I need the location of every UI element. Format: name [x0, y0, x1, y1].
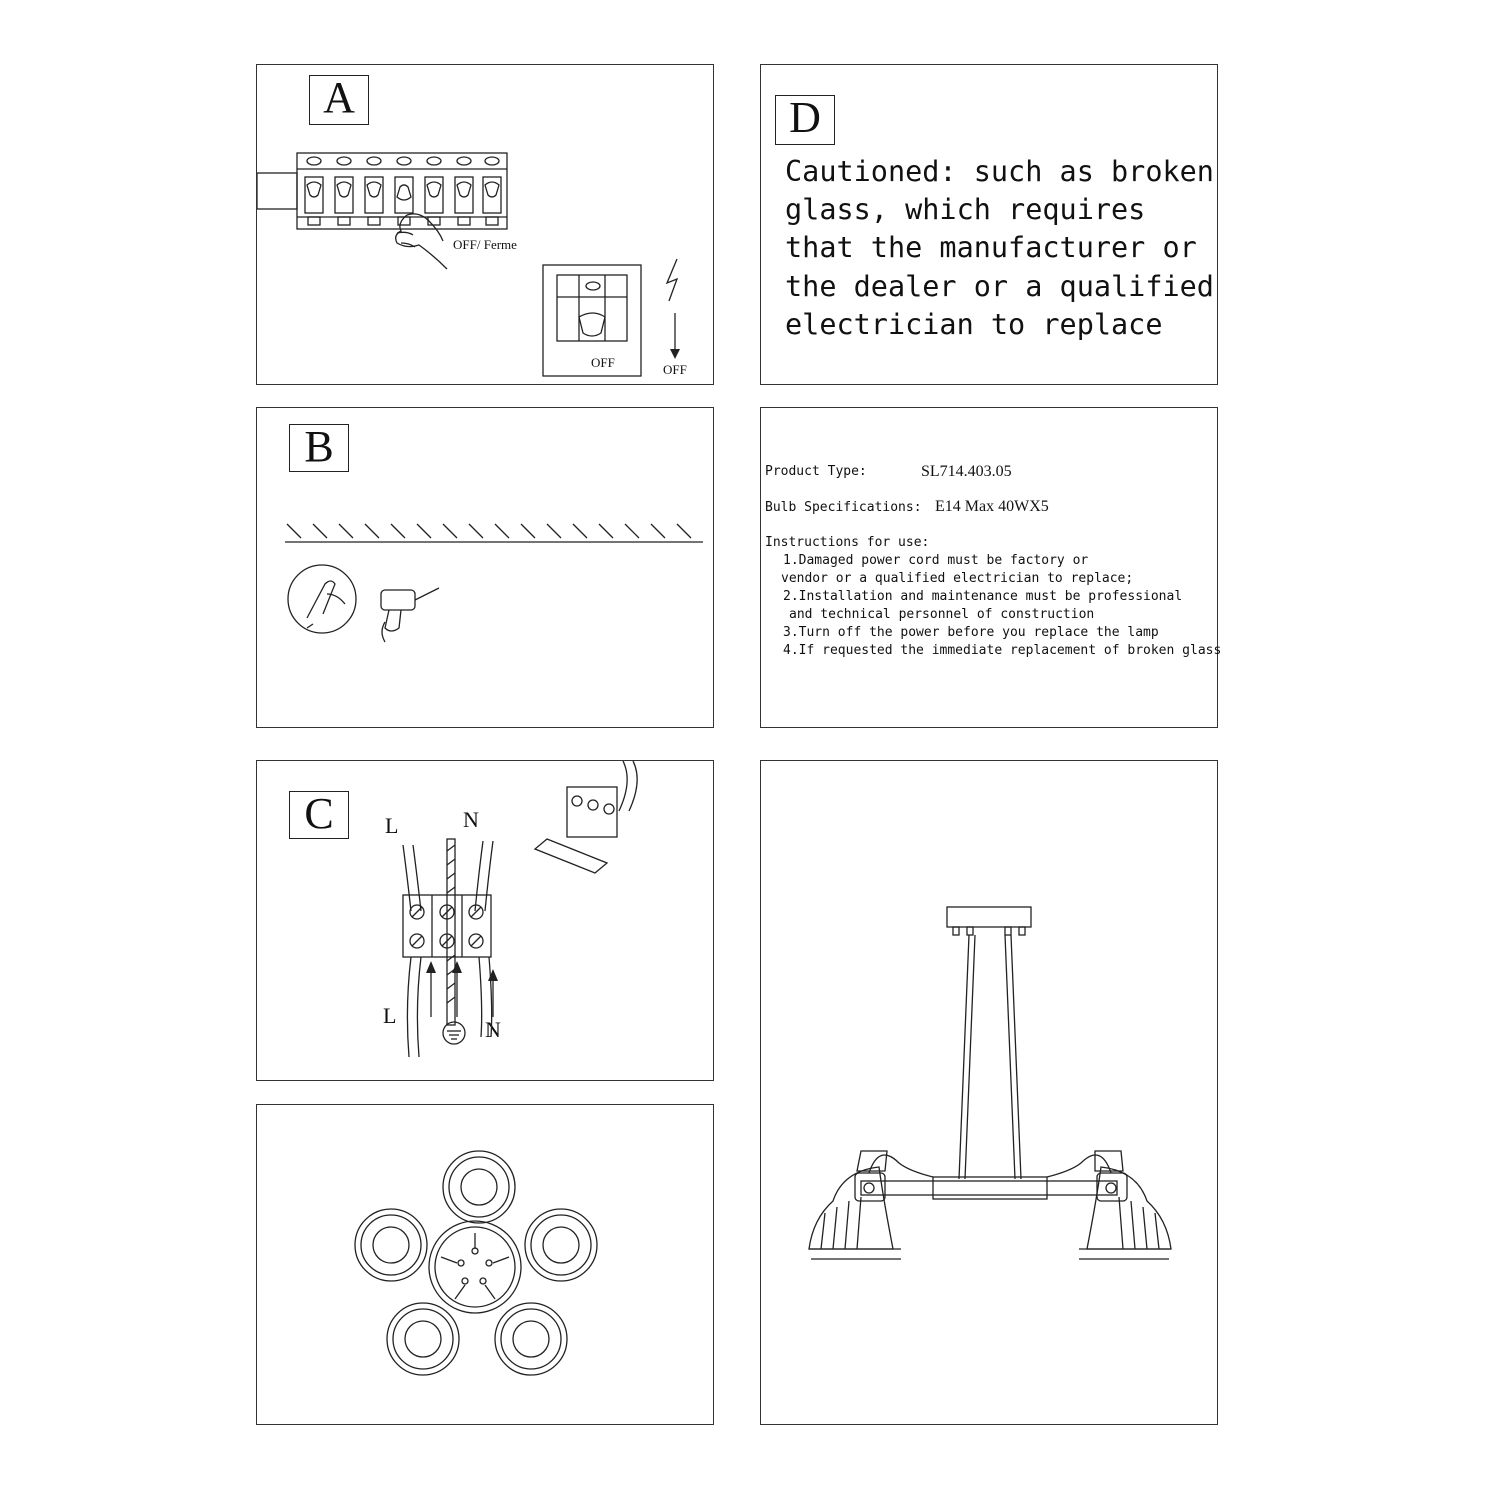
- product-type-label: Product Type:: [765, 464, 867, 479]
- ceiling-drill-illustration: [257, 408, 715, 729]
- shade-bottom-right: [495, 1303, 567, 1375]
- instruction-line: and technical personnel of construction: [789, 607, 1095, 622]
- panel-b-drilling: [256, 407, 714, 728]
- instruction-line: 2.Installation and maintenance must be professional: [783, 589, 1183, 604]
- product-type-value: SL714.403.05: [921, 463, 1012, 480]
- panel-c-letter: C: [289, 791, 349, 839]
- shade-left: [355, 1209, 427, 1281]
- lightning-icon: [667, 259, 677, 301]
- instruction-line: vendor or a qualified electrician to replace;: [781, 571, 1134, 586]
- panel-specifications: [760, 407, 1222, 728]
- bottom-right-wire-label: N: [485, 1017, 501, 1042]
- marking-hand-icon: [288, 565, 356, 633]
- ceiling-hatching: [287, 524, 691, 538]
- panel-side-view: [760, 760, 1218, 1425]
- shade-right: [525, 1209, 597, 1281]
- drill-icon: [381, 588, 439, 642]
- terminal-block-wiring-diagram: [257, 761, 715, 1082]
- panel-a-letter: A: [309, 75, 369, 125]
- off-ferme-label: OFF/ Ferme: [453, 237, 517, 252]
- arrow-off-label: OFF: [663, 362, 687, 377]
- top-left-wire-label: L: [385, 813, 399, 838]
- breaker-modules: [305, 157, 501, 225]
- shade-bottom-left: [387, 1303, 459, 1375]
- bulb-spec-label: Bulb Specifications:: [765, 500, 922, 515]
- instruction-line: 1.Damaged power cord must be factory or: [783, 553, 1089, 568]
- instructions-title: Instructions for use:: [765, 535, 930, 550]
- panel-b-letter: B: [289, 424, 349, 472]
- caution-text: Cautioned: such as broken glass, which requires that the manufacturer or the dealer or a qualified electrician to replace: [785, 155, 1214, 341]
- hand-icon: [396, 214, 447, 269]
- connector-block-icon: [535, 761, 637, 873]
- instruction-line: 4.If requested the immediate replacement of broken glass: [783, 643, 1222, 658]
- panel-d-caution: [760, 64, 1218, 385]
- lamp-side-view-illustration: [761, 761, 1219, 1426]
- top-right-wire-label: N: [463, 807, 479, 832]
- bulb-spec-value: E14 Max 40WX5: [935, 498, 1049, 515]
- panel-d-letter: D: [775, 95, 835, 145]
- instruction-line: 3.Turn off the power before you replace the lamp: [783, 625, 1159, 640]
- breaker-panel-illustration: [257, 65, 715, 386]
- panel-c-wiring: [256, 760, 714, 1081]
- panel-bottom-view: [256, 1104, 714, 1425]
- lamp-bottom-view-illustration: [257, 1105, 715, 1426]
- switch-off-label: OFF: [591, 355, 615, 370]
- shade-top: [443, 1151, 515, 1223]
- panel-a-power-off: [256, 64, 714, 385]
- bottom-left-wire-label: L: [383, 1003, 397, 1028]
